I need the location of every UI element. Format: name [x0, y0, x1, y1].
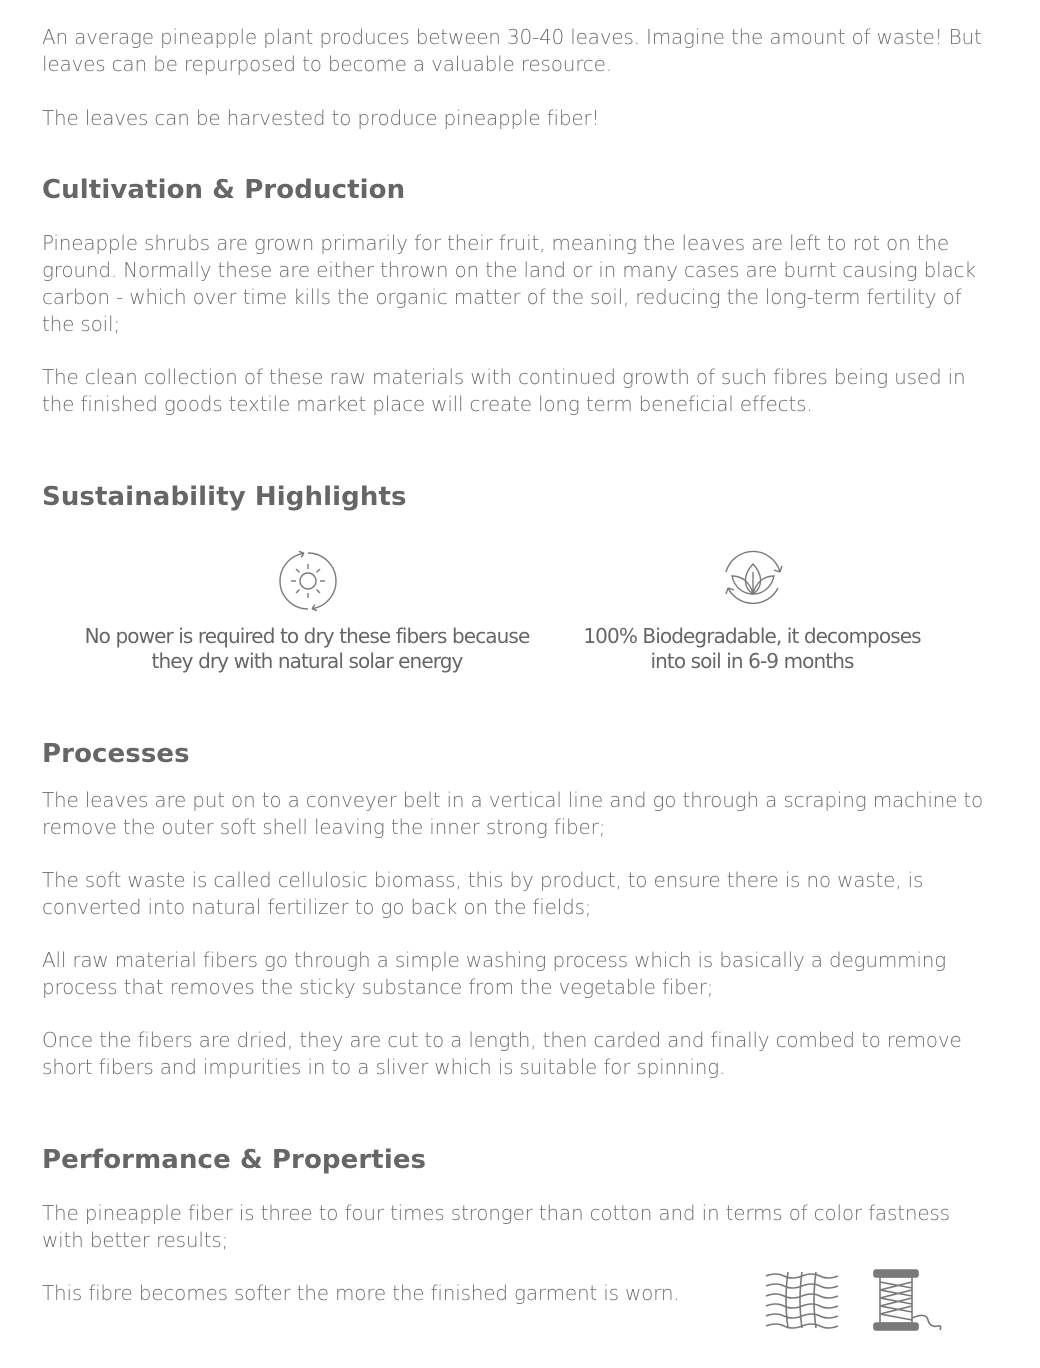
processes-paragraph-2: The soft waste is called cellulosic biomass, this by product, to ensure there is no waste, is converted into natural fertilizer to go back on the fields; — [42, 868, 924, 919]
solar-cycle-icon — [277, 550, 339, 612]
performance-heading: Performance & Properties — [42, 1145, 427, 1175]
processes-paragraph-1: The leaves are put on to a conveyer belt in a vertical line and go through a scraping machine to remove the outer soft shell leaving the inner strong fiber; — [42, 788, 984, 839]
cultivation-paragraph-1: Pineapple shrubs are grown primarily for their fruit, meaning the leaves are left to rot on the ground. Normally these are either thrown on the land or in many cases are burnt causing black carbon - which over time kills the organic matter of the soil, reducing the long-term fertility of the soil; — [42, 231, 976, 336]
processes-paragraph-4: Once the fibers are dried, they are cut to a length, then carded and finally combed to remove short fibers and impurities in to a sliver which is suitable for spinning. — [42, 1028, 962, 1079]
processes-heading: Processes — [42, 739, 190, 769]
intro-paragraph-1: An average pineapple plant produces between 30-40 leaves. Imagine the amount of waste! But leaves can be repurposed to become a valuable resource. — [42, 25, 982, 76]
highlight-biodegradable-text: 100% Biodegradable, it decomposes into soil in 6-9 months — [583, 624, 921, 673]
highlight-solar-text: No power is required to dry these fibers because they dry with natural solar energy — [84, 624, 530, 673]
thread-spool-icon — [872, 1268, 944, 1332]
fiber-strands-icon — [764, 1270, 840, 1330]
sustainability-heading: Sustainability Highlights — [42, 482, 407, 512]
performance-paragraph-2: This fibre becomes softer the more the finished garment is worn. — [42, 1281, 680, 1305]
intro-paragraph-2: The leaves can be harvested to produce pineapple fiber! — [42, 106, 600, 130]
processes-paragraph-3: All raw material fibers go through a simple washing process which is basically a degumming process that removes the sticky substance from the vegetable fiber; — [42, 948, 947, 999]
performance-paragraph-1: The pineapple fiber is three to four times stronger than cotton and in terms of color fastness with better results; — [42, 1201, 950, 1252]
leaf-cycle-icon — [720, 548, 786, 610]
cultivation-paragraph-2: The clean collection of these raw materials with continued growth of such fibres being used in the finished goods textile market place will create long term beneficial effects. — [42, 365, 966, 416]
cultivation-heading: Cultivation & Production — [42, 175, 406, 205]
